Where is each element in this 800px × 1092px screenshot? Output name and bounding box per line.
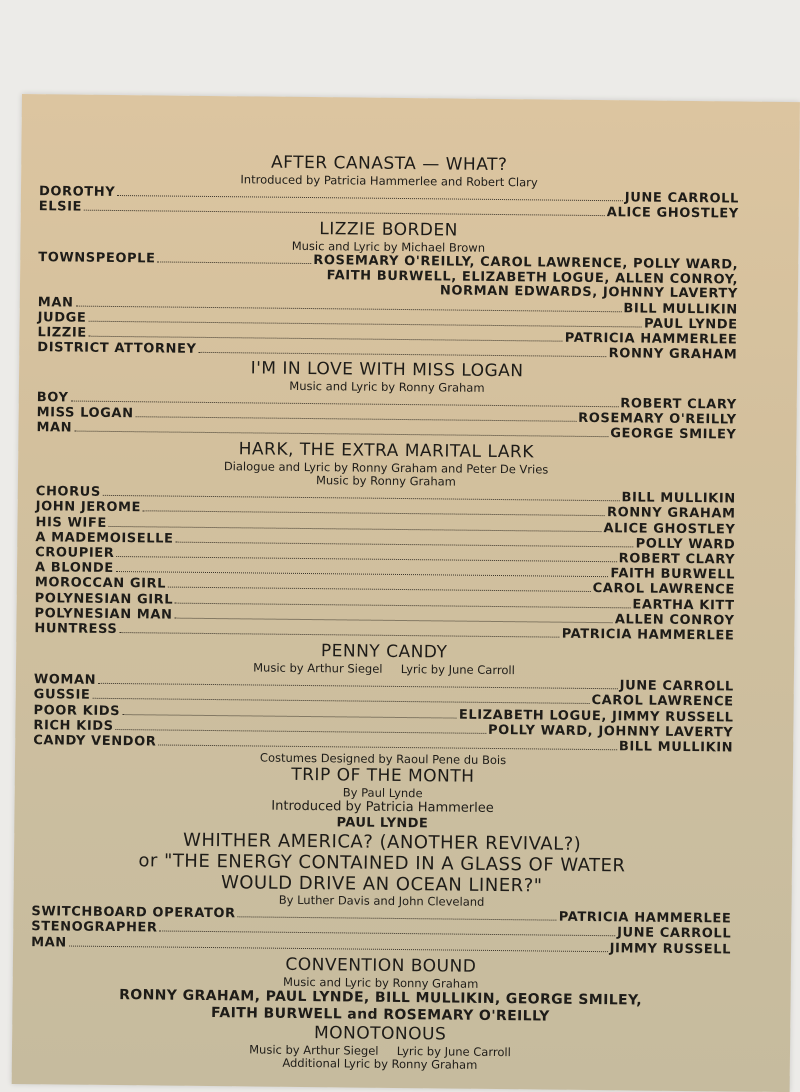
- actor-name: ROBERT CLARY: [620, 395, 737, 413]
- actor-name: CAROL LAWRENCE: [592, 581, 735, 598]
- actor-name: ALICE GHOSTLEY: [606, 205, 739, 222]
- sketch-credit: Music by Arthur Siegel Lyric by June Carroll: [253, 660, 515, 678]
- sketch-title: WHITHER AMERICA? (ANOTHER REVIVAL?): [183, 829, 582, 856]
- dot-leader: [168, 587, 591, 592]
- sketch-title: I'M IN LOVE WITH MISS LOGAN: [250, 358, 524, 381]
- sketch-whither-america: [32, 828, 733, 911]
- sketch-title: MONOTONOUS: [313, 1022, 447, 1045]
- actor-name: EARTHA KITT: [632, 597, 735, 614]
- actor-name: PATRICIA HAMMERLEE: [558, 909, 732, 927]
- sketch-title: AFTER CANASTA — WHAT?: [270, 152, 508, 176]
- sketch-credit: Music and Lyric by Ronny Graham: [283, 974, 479, 991]
- program-page: [12, 94, 800, 1092]
- sketch-trip-of-the-month: [32, 762, 733, 835]
- sketch-credit: By Luther Davis and John Cleveland: [278, 892, 485, 910]
- actor-name: JUNE CARROLL: [619, 678, 734, 695]
- role-name: A BLONDE: [34, 560, 114, 577]
- sketch-hark: [36, 437, 736, 491]
- dot-leader: [238, 917, 557, 921]
- role-name: GUSSIE: [33, 687, 91, 704]
- sketch-monotonous: [30, 1020, 730, 1074]
- role-name: MOROCCAN GIRL: [34, 575, 167, 592]
- role-name: POLYNESIAN MAN: [34, 606, 173, 623]
- actor-name: ROSEMARY O'REILLY: [578, 410, 737, 428]
- actor-name: RONNY GRAHAM: [608, 346, 738, 363]
- role-name: JOHN JEROME: [35, 499, 142, 516]
- actor-name: PATRICIA HAMMERLEE: [564, 330, 738, 348]
- dot-leader: [158, 262, 312, 265]
- dot-leader: [174, 617, 612, 623]
- role-name: RICH KIDS: [33, 718, 114, 734]
- sketch-credit: Dialogue and Lyric by Ronny Graham and Peter De Vries: [223, 459, 549, 477]
- sketch-credit: Music by Ronny Graham: [315, 473, 456, 489]
- role-name: MISS LOGAN: [36, 404, 134, 421]
- sketch-credit: Introduced by Patricia Hammerlee: [271, 798, 494, 817]
- role-name: POOR KIDS: [33, 702, 121, 719]
- actor-name: BILL MULLIKIN: [618, 739, 734, 756]
- dot-leader: [136, 416, 577, 422]
- actor-name: PAUL LYNDE: [643, 316, 738, 333]
- role-name: A MADEMOISELLE: [35, 529, 174, 547]
- actor-name: JIMMY RUSSELL: [609, 940, 732, 958]
- sketch-convention-bound: [30, 952, 731, 1027]
- role-name: SWITCHBOARD OPERATOR: [31, 904, 236, 922]
- role-name: STENOGRAPHER: [31, 919, 158, 936]
- program-content: [30, 150, 740, 1074]
- role-name: TOWNSPEOPLE: [38, 250, 156, 267]
- actor-name: BILL MULLIKIN: [621, 490, 736, 507]
- dot-leader: [175, 541, 633, 547]
- performer-name: PAUL LYNDE: [336, 815, 429, 832]
- actor-name: ROBERT CLARY: [618, 551, 736, 568]
- sketch-credit: Music by Arthur Siegel Lyric by June Carroll: [249, 1042, 511, 1060]
- sketch-credit: Additional Lyric by Ronny Graham: [282, 1055, 478, 1072]
- role-name: DISTRICT ATTORNEY: [37, 340, 197, 358]
- actor-name: GEORGE SMILEY: [610, 426, 737, 443]
- sketch-title-line2: or "THE ENERGY CONTAINED IN A GLASS OF WATER: [138, 850, 626, 877]
- dot-leader: [122, 714, 457, 719]
- sketch-title: PENNY CANDY: [320, 641, 448, 663]
- sketch-credit: Music and Lyric by Michael Brown: [291, 239, 486, 256]
- role-name: CROUPIER: [35, 545, 115, 562]
- dot-leader: [160, 931, 616, 937]
- actor-name: POLLY WARD, JOHNNY LAVERTY: [487, 722, 734, 741]
- costume-note: Costumes Designed by Raoul Pene du Bois: [259, 750, 507, 768]
- ensemble-line: FAITH BURWELL and ROSEMARY O'REILLY: [210, 1004, 550, 1025]
- dot-leader: [119, 632, 559, 638]
- actor-name: JUNE CARROLL: [617, 925, 732, 942]
- sketch-title-line3: WOULD DRIVE AN OCEAN LINER?": [220, 872, 543, 897]
- role-name: BOY: [36, 389, 69, 406]
- role-name: MAN: [37, 294, 74, 311]
- actor-name: RONNY GRAHAM: [606, 505, 736, 522]
- role-name: HUNTRESS: [34, 621, 118, 638]
- actor-name: POLLY WARD: [635, 536, 736, 553]
- role-name: DOROTHY: [38, 184, 116, 200]
- ensemble-line: RONNY GRAHAM, PAUL LYNDE, BILL MULLIKIN, GEORGE SMILEY,: [119, 986, 643, 1009]
- dot-leader: [116, 729, 486, 734]
- actor-name: ALLEN CONROY: [614, 612, 735, 629]
- role-name: MAN: [31, 934, 67, 951]
- sketch-title: TRIP OF THE MONTH: [291, 765, 475, 788]
- actor-name: ELIZABETH LOGUE, JIMMY RUSSELL: [458, 707, 734, 726]
- actor-name: FAITH BURWELL: [610, 566, 736, 583]
- role-name: POLYNESIAN GIRL: [34, 590, 174, 608]
- dot-leader: [175, 602, 630, 608]
- actor-name: CAROL LAWRENCE: [591, 693, 734, 710]
- sketch-title: HARK, THE EXTRA MARITAL LARK: [238, 439, 535, 463]
- actor-name: ALICE GHOSTLEY: [603, 520, 736, 538]
- role-name: LIZZIE: [37, 325, 87, 341]
- role-name: WOMAN: [33, 672, 97, 689]
- role-name: HIS WIFE: [35, 514, 107, 531]
- actor-name: BILL MULLIKIN: [623, 301, 738, 318]
- actor-name: JUNE CARROLL: [624, 190, 740, 207]
- sketch-title: LIZZIE BORDEN: [319, 219, 458, 241]
- role-name: MAN: [36, 420, 73, 436]
- actor-continuation: FAITH BURWELL, ELIZABETH LOGUE, ALLEN CONROY,: [326, 267, 739, 288]
- role-name: CANDY VENDOR: [33, 733, 157, 750]
- actor-continuation: NORMAN EDWARDS, JOHNNY LAVERTY: [439, 283, 739, 302]
- actor-name: PATRICIA HAMMERLEE: [561, 626, 735, 644]
- actor-name: ROSEMARY O'REILLY, CAROL LAWRENCE, POLLY WARD,: [313, 253, 739, 273]
- sketch-credit: Introduced by Patricia Hammerlee and Robert Clary: [240, 172, 538, 190]
- sketch-credit: Music and Lyric by Ronny Graham: [289, 378, 485, 395]
- role-name: CHORUS: [35, 484, 101, 501]
- sketch-title: CONVENTION BOUND: [285, 954, 477, 977]
- dot-leader: [198, 352, 606, 357]
- role-name: ELSIE: [38, 199, 83, 215]
- role-name: JUDGE: [37, 310, 87, 326]
- sketch-credit: By Paul Lynde: [342, 785, 423, 801]
